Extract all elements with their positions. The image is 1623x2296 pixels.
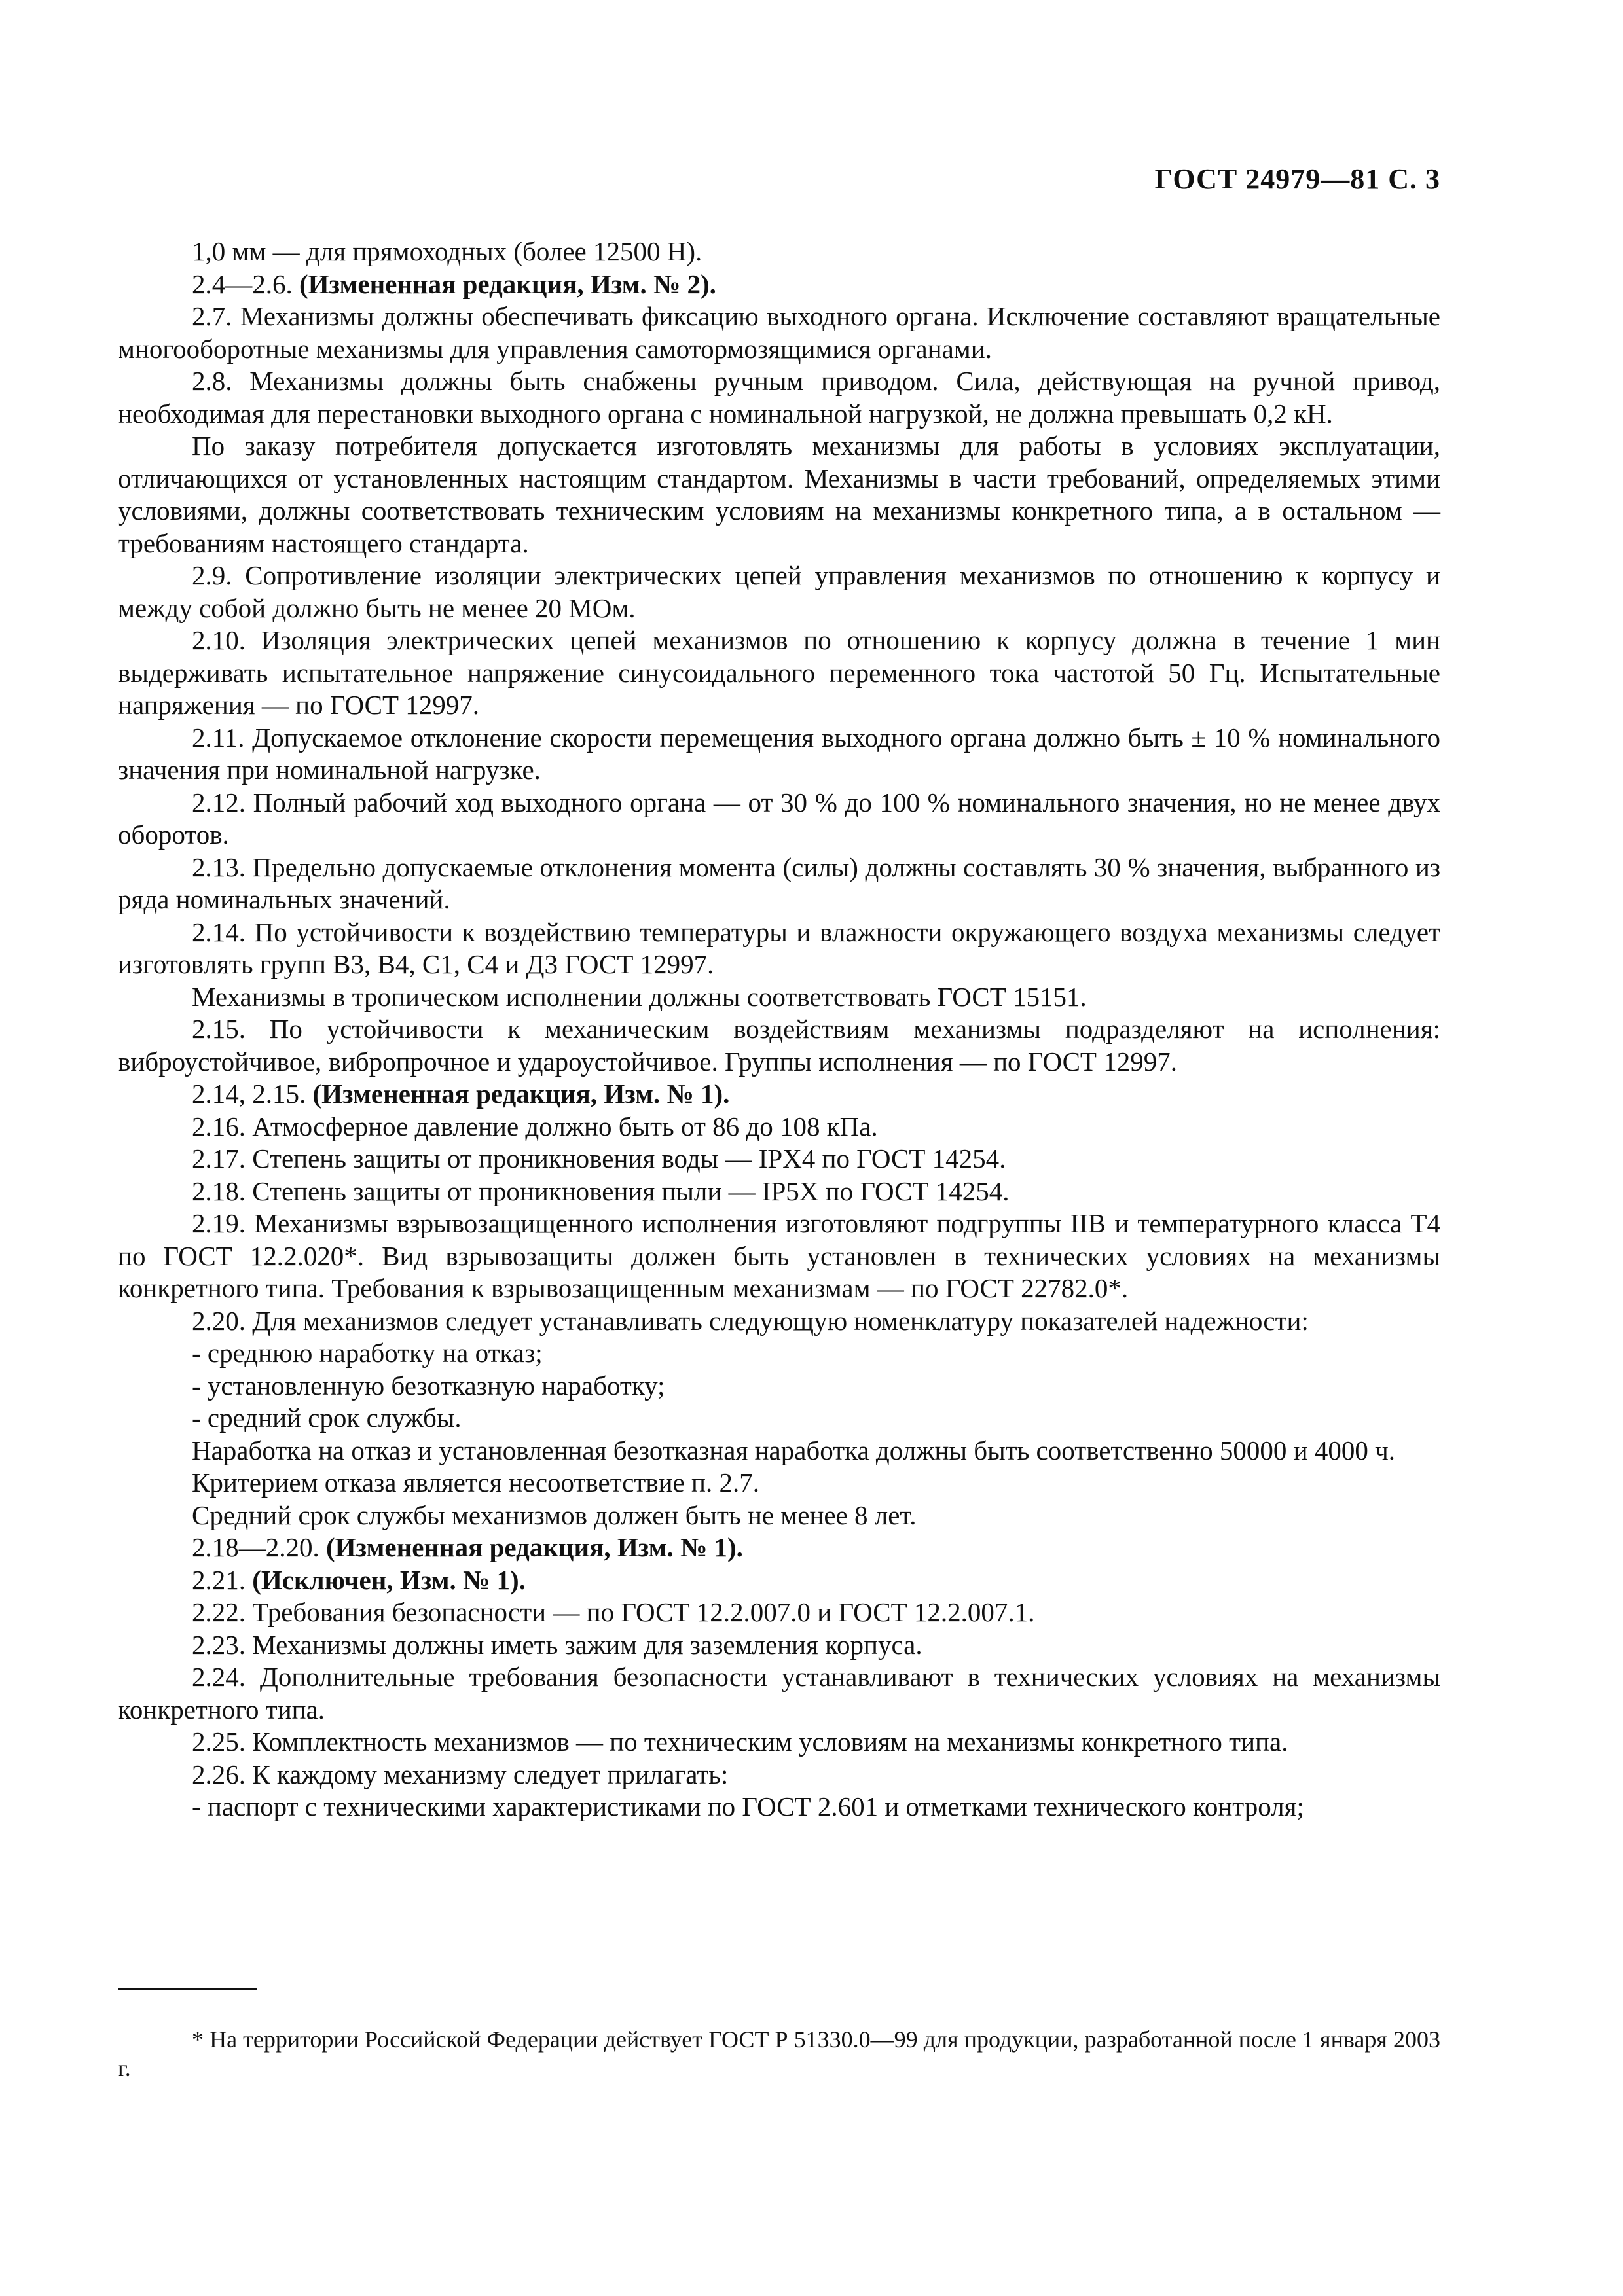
clause-text: По устойчивости к механическим воздействиям механизмы подразделяют на исполнения: виброустойчивое, вибропрочное и удароустойчивое. Группы исполнения — по ГОСТ 12997. <box>118 1014 1440 1077</box>
clause-2-7 <box>118 300 1440 365</box>
clause-number: 2.14. <box>192 916 246 947</box>
paragraph-customer-order <box>118 430 1440 560</box>
clause-text: Изоляция электрических цепей механизмов по отношению к корпусу должна в течение 1 мин выдерживать испытательное напряжение синусоидального переменного тока частотой 50 Гц. Испытательные напряжения — по ГОСТ 12997. <box>118 625 1440 720</box>
list-item <box>118 1791 1440 1823</box>
footnote: * На территории Российской Федерации действует ГОСТ Р 51330.0—99 для продукции, разработанной после 1 января 2003 г. <box>118 2026 1440 2081</box>
clause-text: Механизмы должны обеспечивать фиксацию выходного органа. Исключение составляют вращательные многооборотные механизмы для управления самотормозящимися органами. <box>118 301 1440 364</box>
list-item-text: паспорт с техническими характеристиками по ГОСТ 2.601 и отметками технического контроля; <box>207 1791 1304 1821</box>
clause-2-13 <box>118 852 1440 916</box>
list-item-text: установленную безотказную наработку; <box>207 1370 665 1401</box>
clause-2-20 <box>118 1305 1440 1338</box>
list-item-text: средний срок службы. <box>207 1403 462 1433</box>
clause-number: 2.21. <box>192 1564 246 1595</box>
paragraph-intro <box>118 236 1440 268</box>
clause-text: Механизмы должны быть снабжены ручным приводом. Сила, действующая на ручной привод, необходимая для перестановки выходного органа с номинальной нагрузкой, не должна превышать 0,2 кН. <box>118 366 1440 429</box>
clause-2-12 <box>118 787 1440 852</box>
clause-number: 2.4—2.6. <box>192 268 293 299</box>
clause-2-4-2-6 <box>118 268 1440 301</box>
list-dash: - <box>192 1338 201 1368</box>
clause-number: 2.26. <box>192 1759 246 1789</box>
clause-2-11 <box>118 722 1440 787</box>
clause-text: Допускаемое отклонение скорости перемещения выходного органа должно быть ± 10 % номинального значения при номинальной нагрузке. <box>118 722 1441 785</box>
clause-2-18-2-20-amendment <box>118 1532 1440 1564</box>
list-dash: - <box>192 1403 201 1433</box>
list-item <box>118 1370 1440 1403</box>
clause-text: Механизмы должны иметь зажим для заземления корпуса. <box>252 1629 922 1660</box>
clause-2-24 <box>118 1661 1440 1726</box>
amendment-note: (Измененная редакция, Изм. № 1). <box>312 1079 730 1109</box>
clause-text: Атмосферное давление должно быть от 86 до 108 кПа. <box>252 1111 878 1141</box>
clause-number: 2.13. <box>192 852 246 882</box>
paragraph-text: 1,0 мм — для прямоходных (более 12500 Н). <box>192 236 702 266</box>
clause-text: Предельно допускаемые отклонения момента (силы) должны составлять 30 % значения, выбранного из ряда номинальных значений. <box>118 852 1441 914</box>
list-item <box>118 1337 1440 1370</box>
clause-text: Для механизмов следует устанавливать следующую номенклатуру показателей надежности: <box>252 1305 1309 1336</box>
clause-2-14 <box>118 916 1440 981</box>
paragraph-text: По заказу потребителя допускается изготовлять механизмы для работы в условиях эксплуатации, отличающихся от установленных настоящим стандартом. Механизмы в части требований, определяемых этими условиями, должны соответствовать техническим условиям на механизмы конкретного типа, а в остальном — требованиям настоящего стандарта. <box>118 431 1440 558</box>
clause-text: Дополнительные требования безопасности устанавливают в технических условиях на механизмы конкретного типа. <box>118 1662 1440 1725</box>
clause-2-10 <box>118 624 1440 722</box>
clause-text: По устойчивости к воздействию температуры и влажности окружающего воздуха механизмы следует изготовлять групп В3, В4, С1, С4 и Д3 ГОСТ 12997. <box>118 916 1440 979</box>
clause-text: Степень защиты от проникновения воды — IPX4 по ГОСТ 14254. <box>252 1143 1006 1174</box>
clause-number: 2.16. <box>192 1111 246 1141</box>
clause-number: 2.18. <box>192 1175 246 1206</box>
page-header: ГОСТ 24979—81 С. 3 <box>1154 163 1440 195</box>
clause-number: 2.8. <box>192 366 232 396</box>
clause-number: 2.19. <box>192 1208 246 1238</box>
clause-number: 2.20. <box>192 1305 246 1336</box>
clause-2-21 <box>118 1564 1440 1597</box>
clause-number: 2.23. <box>192 1629 246 1660</box>
clause-2-26 <box>118 1759 1440 1791</box>
clause-number: 2.12. <box>192 787 246 817</box>
paragraph-reliability-values <box>118 1435 1440 1467</box>
clause-number: 2.9. <box>192 560 232 590</box>
amendment-note: (Исключен, Изм. № 1). <box>252 1564 526 1595</box>
clause-2-9 <box>118 560 1440 624</box>
clause-number: 2.15. <box>192 1014 246 1044</box>
list-item-text: среднюю наработку на отказ; <box>207 1338 543 1368</box>
paragraph-service-life <box>118 1499 1440 1532</box>
paragraph-text: Механизмы в тропическом исполнении должны соответствовать ГОСТ 15151. <box>192 981 1087 1012</box>
clause-2-18 <box>118 1175 1440 1208</box>
clause-text: Комплектность механизмов — по техническим условиям на механизмы конкретного типа. <box>252 1727 1288 1757</box>
list-dash: - <box>192 1791 201 1821</box>
paragraph-text: Средний срок службы механизмов должен быть не менее 8 лет. <box>192 1499 917 1530</box>
clause-2-23 <box>118 1629 1440 1662</box>
clause-number: 2.11. <box>192 722 245 753</box>
clause-2-15 <box>118 1013 1440 1078</box>
amendment-note: (Измененная редакция, Изм. № 2). <box>299 268 716 299</box>
clause-text: Сопротивление изоляции электрических цепей управления механизмов по отношению к корпусу и между собой должно быть не менее 20 МОм. <box>118 560 1440 623</box>
clause-2-14-2-15-amendment <box>118 1078 1440 1111</box>
paragraph-text: Наработка на отказ и установленная безотказная наработка должны быть соответственно 50000 и 4000 ч. <box>192 1435 1395 1465</box>
clause-text: Степень защиты от проникновения пыли — IP5X по ГОСТ 14254. <box>252 1175 1010 1206</box>
clause-text: К каждому механизму следует прилагать: <box>252 1759 729 1789</box>
document-body <box>118 236 1440 1823</box>
clause-number: 2.17. <box>192 1143 246 1174</box>
clause-2-8 <box>118 365 1440 430</box>
clause-text: Требования безопасности — по ГОСТ 12.2.007.0 и ГОСТ 12.2.007.1. <box>252 1597 1035 1627</box>
clause-text: Механизмы взрывозащищенного исполнения изготовляют подгруппы IIB и температурного класса Т4 по ГОСТ 12.2.020*. Вид взрывозащиты должен быть установлен в технических условиях на механизмы конкретного типа. Требования к взрывозащищенным механизмам — по ГОСТ 22782.0*. <box>118 1208 1440 1303</box>
footnote-separator <box>118 1988 257 1990</box>
paragraph-tropical <box>118 981 1440 1014</box>
clause-number: 2.7. <box>192 301 232 331</box>
clause-2-17 <box>118 1143 1440 1175</box>
clause-text: Полный рабочий ход выходного органа — от 30 % до 100 % номинального значения, но не менее двух оборотов. <box>118 787 1441 850</box>
list-dash: - <box>192 1370 201 1401</box>
paragraph-failure-criterion <box>118 1467 1440 1499</box>
clause-number: 2.24. <box>192 1662 246 1692</box>
clause-2-16 <box>118 1111 1440 1143</box>
clause-number: 2.25. <box>192 1727 246 1757</box>
clause-number: 2.14, 2.15. <box>192 1079 306 1109</box>
clause-number: 2.18—2.20. <box>192 1532 319 1562</box>
list-item <box>118 1402 1440 1435</box>
paragraph-text: Критерием отказа является несоответствие п. 2.7. <box>192 1467 759 1498</box>
clause-number: 2.10. <box>192 625 246 655</box>
clause-2-25 <box>118 1726 1440 1759</box>
clause-2-22 <box>118 1596 1440 1629</box>
amendment-note: (Измененная редакция, Изм. № 1). <box>326 1532 743 1562</box>
clause-2-19 <box>118 1208 1440 1305</box>
clause-number: 2.22. <box>192 1597 246 1627</box>
